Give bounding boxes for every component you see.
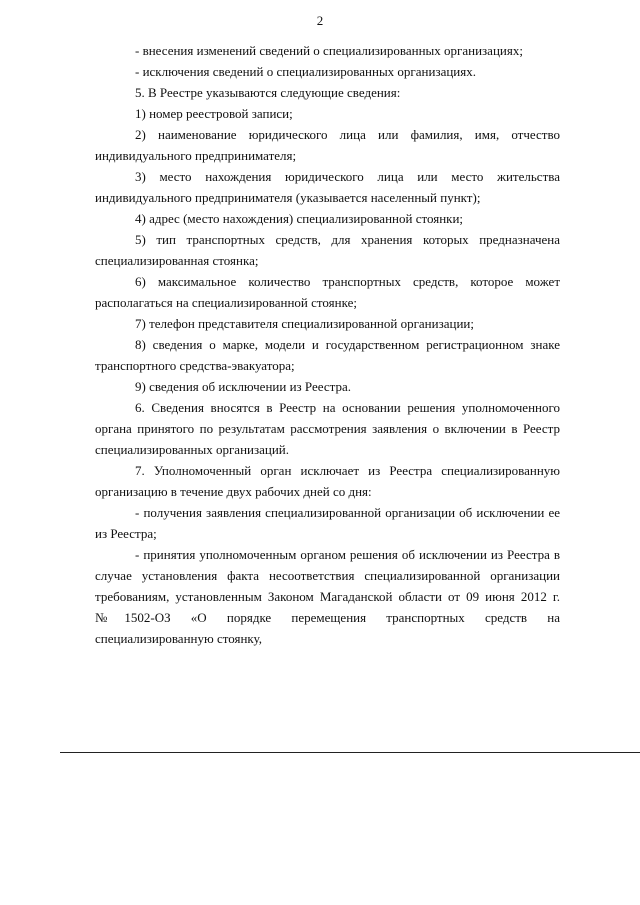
paragraph-clause-5-item-6: 6) максимальное количество транспортных средств, которое может располагаться на специализированной стоянке; bbox=[95, 274, 560, 310]
paragraph-clause-5-item-5: 5) тип транспортных средств, для хранения которых предназначена специализированная стоянка; bbox=[95, 232, 560, 268]
document-body bbox=[95, 40, 560, 649]
paragraph-clause-6: 6. Сведения вносятся в Реестр на основании решения уполномоченного органа принятого по результатам рассмотрения заявления о включении в Реестр специализированных организаций. bbox=[95, 400, 560, 457]
paragraph-exclusion-item: - исключения сведений о специализированных организациях. bbox=[135, 64, 476, 79]
page-number: 2 bbox=[316, 13, 324, 28]
paragraph-clause-5-item-4: 4) адрес (место нахождения) специализированной стоянки; bbox=[135, 211, 464, 226]
paragraph-clause-5-item-1: 1) номер реестровой записи; bbox=[135, 106, 293, 121]
footer-divider bbox=[60, 752, 640, 753]
paragraph-clause-5: 5. В Реестре указываются следующие сведения: bbox=[135, 85, 401, 100]
paragraph-clause-5-item-3: 3) место нахождения юридического лица или место жительства индивидуального предпринимателя (указывается населенный пункт); bbox=[95, 169, 560, 205]
paragraph-amendment-item: - внесения изменений сведений о специализированных организациях; bbox=[135, 43, 523, 58]
paragraph-clause-5-item-7: 7) телефон представителя специализированной организации; bbox=[135, 316, 474, 331]
paragraph-clause-5-item-2: 2) наименование юридического лица или фамилия, имя, отчество индивидуального предпринимателя; bbox=[95, 127, 560, 163]
paragraph-clause-5-item-9: 9) сведения об исключении из Реестра. bbox=[135, 379, 351, 394]
paragraph-clause-7-item-1: - получения заявления специализированной организации об исключении ее из Реестра; bbox=[95, 505, 560, 541]
paragraph-clause-7: 7. Уполномоченный орган исключает из Реестра специализированную организацию в течение двух рабочих дней со дня: bbox=[95, 463, 560, 499]
paragraph-clause-7-item-2: - принятия уполномоченным органом решения об исключении из Реестра в случае установления факта несоответствия специализированной организации требованиям, установленным Законом Магаданской области от 09 июня 2012 г. №1502-ОЗ «О порядке перемещения транспортных средств на специализированную стоянку, bbox=[95, 547, 560, 646]
paragraph-clause-5-item-8: 8) сведения о марке, модели и государственном регистрационном знаке транспортного средства-эвакуатора; bbox=[95, 337, 560, 373]
